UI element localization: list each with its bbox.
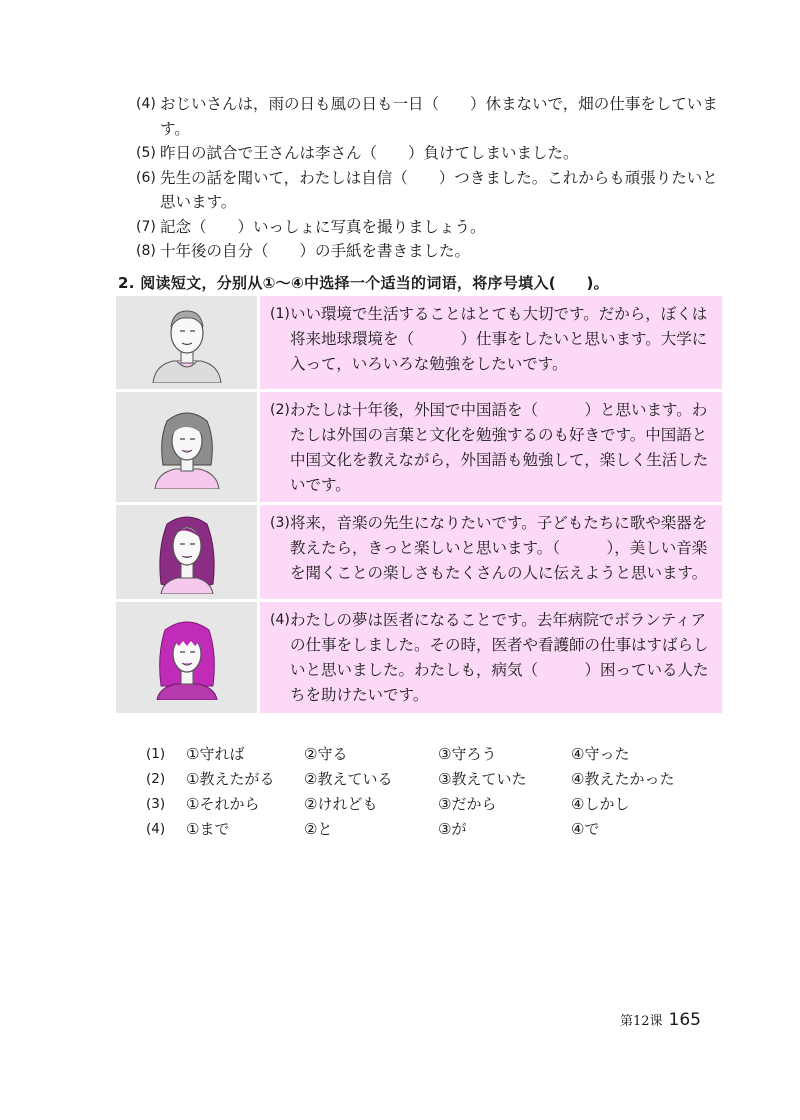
option-choice: ①まで xyxy=(186,820,230,838)
option-choice: ②と xyxy=(304,820,333,838)
portrait-woman-long-hair xyxy=(116,505,257,599)
option-number: (3) xyxy=(146,796,166,812)
portrait-boy xyxy=(116,296,257,389)
passage-number: (3) xyxy=(270,515,290,531)
answer-options xyxy=(146,742,711,842)
portrait-woman-bangs xyxy=(116,602,257,713)
item-text-continuation: 思います。 xyxy=(160,193,237,211)
option-row xyxy=(146,817,711,842)
option-choice: ①守れば xyxy=(186,745,245,763)
page-footer xyxy=(620,1010,701,1030)
option-choice: ②けれども xyxy=(304,795,378,813)
passage-text: わたしは十年後，外国で中国語を（ ）と思います。わたしは外国の言葉と文化を勉強するのも好きです。中国語と中国文化を教えながら，外国語も勉強して，楽しく生活したいです。 xyxy=(290,401,709,494)
item-text: 昨日の試合で王さんは李さん（ ）負けてしまいました。 xyxy=(160,144,579,162)
option-row xyxy=(146,767,711,792)
option-choice: ④教えたかった xyxy=(571,770,675,788)
passage-number: (1) xyxy=(270,306,290,322)
passage-text: 将来，音楽の先生になりたいです。子どもたちに歌や楽器を教えたら，きっと楽しいと思います。（ ），美しい音楽を聞くことの楽しさもたくさんの人に伝えようと思います。 xyxy=(290,514,708,582)
passage-number: (4) xyxy=(270,612,290,628)
passage-row xyxy=(116,505,722,599)
passage-row xyxy=(116,602,722,713)
passage-text: いい環境で生活することはとても大切です。だから，ぼくは将来地球環境を（ ）仕事をしたいと思います。大学に入って，いろいろな勉強をしたいです。 xyxy=(290,305,708,373)
boy-portrait-icon xyxy=(147,303,227,383)
option-number: (2) xyxy=(146,771,166,787)
woman-bangs-portrait-icon xyxy=(147,616,227,700)
lesson-label: 第12课 xyxy=(620,1014,663,1029)
exercise-item xyxy=(136,239,736,264)
passage-box xyxy=(260,602,722,713)
woman-bob-portrait-icon xyxy=(147,405,227,489)
exercise-1-list xyxy=(136,92,736,264)
option-choice: ③が xyxy=(438,820,467,838)
option-choice: ①それから xyxy=(186,795,260,813)
item-text: 十年後の自分（ ）の手紙を書きました。 xyxy=(160,242,471,260)
passage-box xyxy=(260,392,722,502)
page-number: 165 xyxy=(668,1010,701,1030)
item-text: おじいさんは，雨の日も風の日も一日（ ）休まないで，畑の仕事をしています。 xyxy=(160,95,718,138)
exercise-item xyxy=(136,215,736,240)
option-row xyxy=(146,792,711,817)
item-text: 記念（ ）いっしょに写真を撮りましょう。 xyxy=(160,217,486,236)
option-choice: ②守る xyxy=(304,745,348,763)
option-choice: ④守った xyxy=(571,745,630,763)
item-text: 先生の話を聞いて，わたしは自信（ ）つきました。これからも頑張りたいと xyxy=(160,168,718,187)
option-choice: ③守ろう xyxy=(438,745,497,763)
item-number: (4) xyxy=(136,96,156,112)
exercise-item xyxy=(136,166,736,191)
woman-long-hair-portrait-icon xyxy=(147,510,227,594)
option-number: (4) xyxy=(146,821,166,837)
section-2-title: 2. 阅读短文，分别从①～④中选择一个适当的词语，将序号填入( )。 xyxy=(118,274,609,292)
option-choice: ④しかし xyxy=(571,795,630,813)
passage-box xyxy=(260,505,722,599)
option-choice: ①教えたがる xyxy=(186,770,275,788)
item-number: (8) xyxy=(136,243,156,259)
exercise-item xyxy=(136,141,736,166)
passage-box xyxy=(260,296,722,389)
portrait-woman-bob xyxy=(116,392,257,502)
option-number: (1) xyxy=(146,746,166,762)
option-choice: ②教えている xyxy=(304,770,393,788)
item-number: (5) xyxy=(136,145,156,161)
passage-text: わたしの夢は医者になることです。去年病院でボランティアの仕事をしました。その時，医者や看護師の仕事はすばらしいと思いました。わたしも，病気（ ）困っている人たちを助けたいです。 xyxy=(290,611,709,704)
passage-number: (2) xyxy=(270,402,290,418)
item-number: (7) xyxy=(136,218,156,235)
option-choice: ④で xyxy=(571,820,600,838)
option-row xyxy=(146,742,711,767)
passage-table xyxy=(116,296,722,716)
passage-row xyxy=(116,392,722,502)
item-number: (6) xyxy=(136,169,156,186)
passage-row xyxy=(116,296,722,389)
exercise-item xyxy=(136,92,736,141)
option-choice: ③だから xyxy=(438,795,497,813)
option-choice: ③教えていた xyxy=(438,770,527,788)
